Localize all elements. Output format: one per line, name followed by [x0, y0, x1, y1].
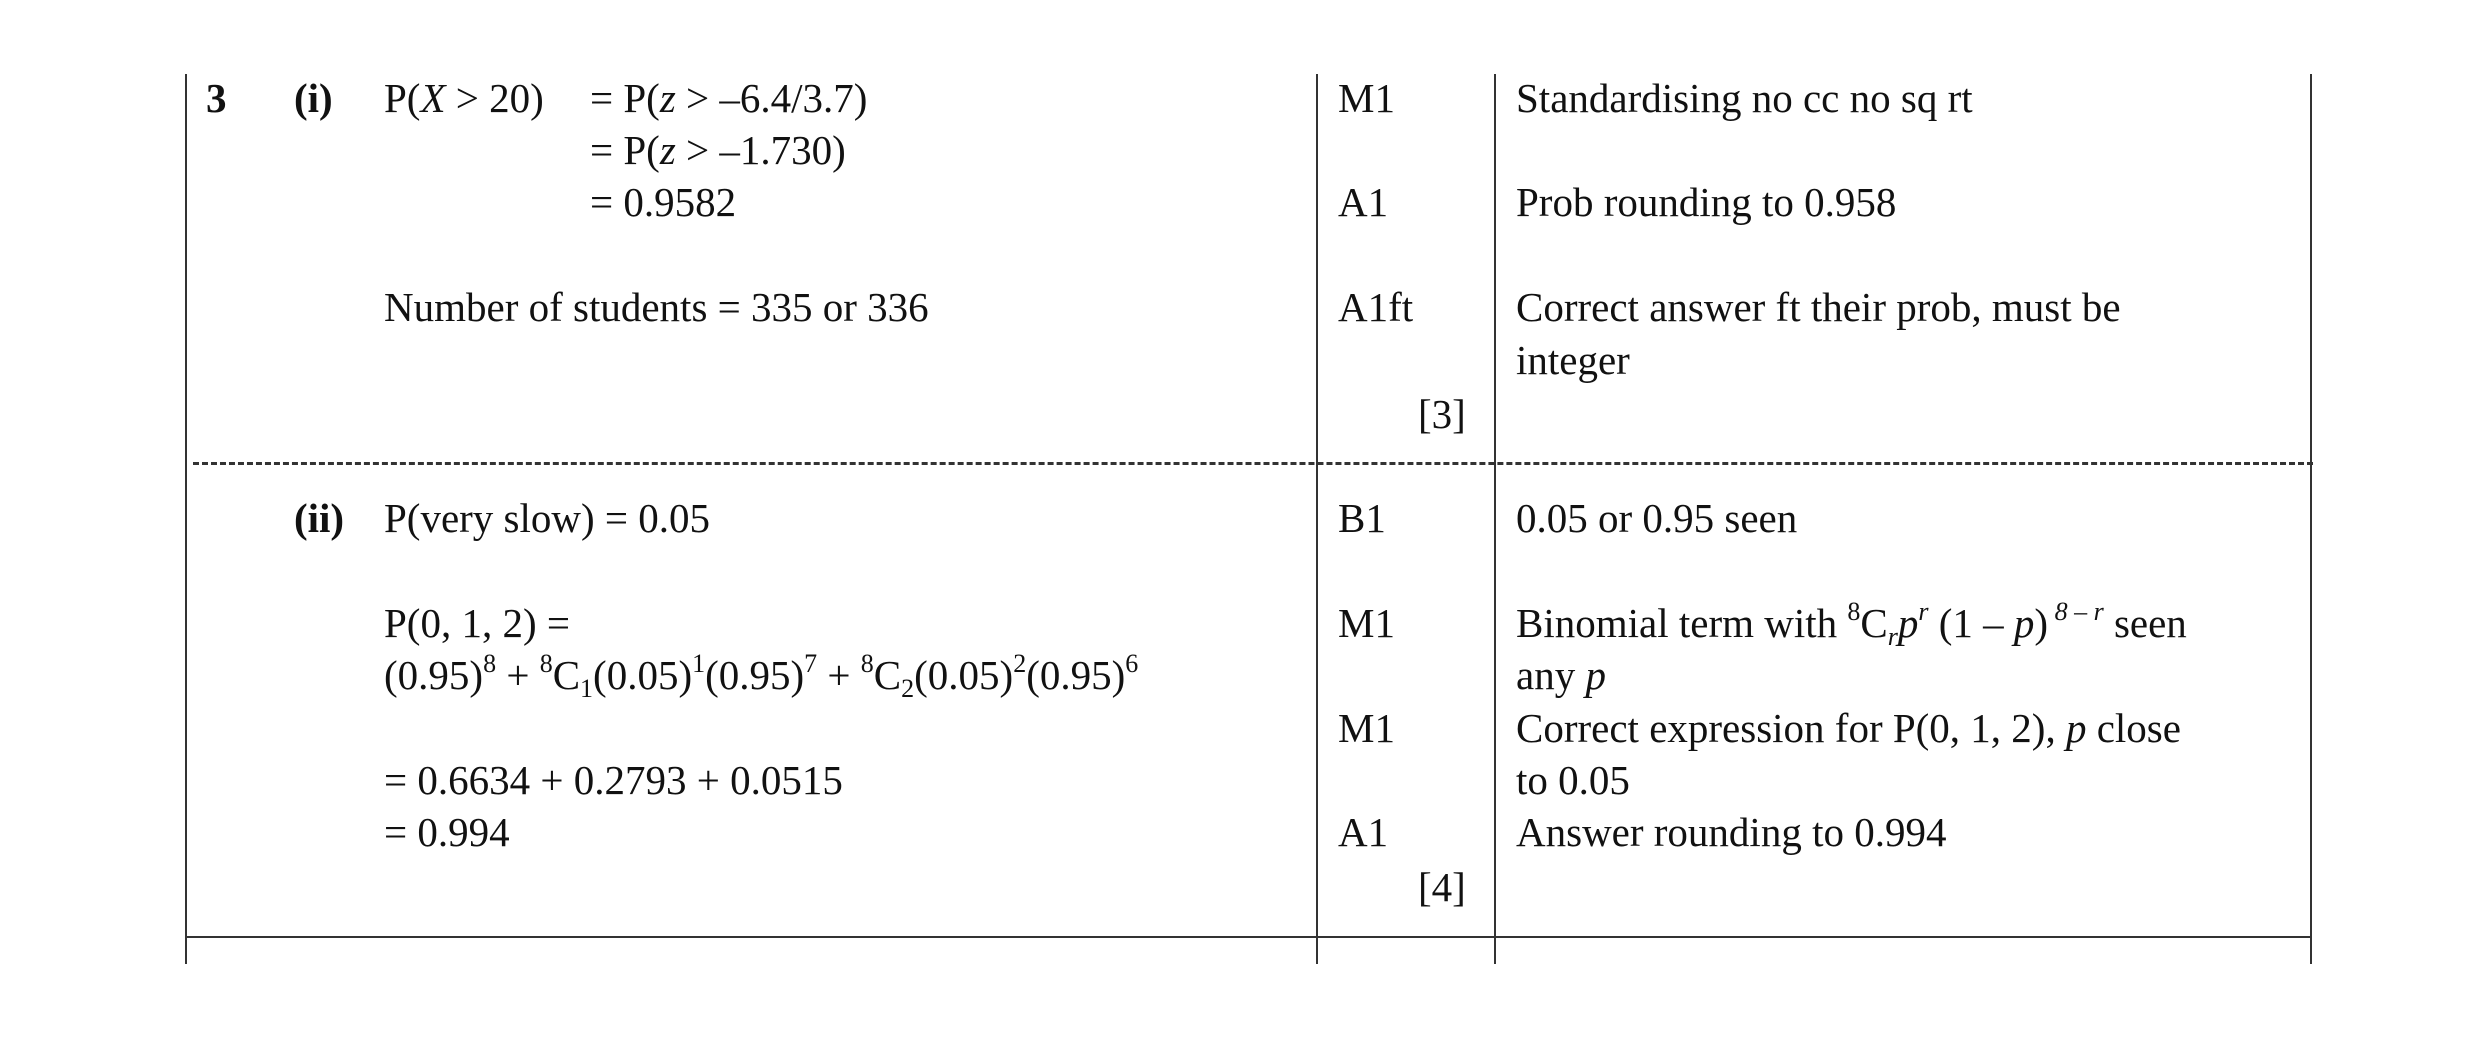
comment-text: close: [2086, 705, 2181, 751]
line1-suffix: > –6.4/3.7): [675, 75, 868, 121]
comment-exponent: r: [1918, 597, 1929, 626]
part-ii-comment-5: to 0.05: [1516, 757, 1630, 803]
line2-prefix: = P(: [590, 127, 660, 173]
expr-plus: +: [817, 652, 861, 698]
comment-variable: p: [1585, 652, 1606, 698]
comment-column-divider: [1494, 74, 1496, 964]
part-i-comment-1: Standardising no cc no sq rt: [1516, 75, 1973, 121]
expr-base: (0.05): [914, 652, 1014, 698]
part-ii-comment-1: 0.05 or 0.95 seen: [1516, 495, 1798, 541]
lhs-prefix: P(: [384, 75, 421, 121]
part-ii-comment-4: [1516, 703, 2181, 753]
line2-suffix: > –1.730): [675, 127, 846, 173]
comment-variable: p: [2013, 600, 2035, 646]
expr-subscript: 1: [580, 674, 594, 703]
expr-plus: +: [496, 652, 540, 698]
comment-exponent: 8 – r: [2048, 597, 2104, 626]
part-ii-mark-4: A1: [1338, 809, 1389, 855]
part-divider: [193, 462, 2313, 465]
comment-superscript: 8: [1847, 597, 1861, 626]
part-i-working-line-2: [590, 125, 846, 175]
part-i-mark-1: M1: [1338, 75, 1395, 121]
part-ii-comment-2: [1516, 597, 2187, 651]
part-i-working-line-3: = 0.9582: [590, 179, 737, 225]
part-i-mark-2: A1: [1338, 179, 1389, 225]
comment-text: any: [1516, 652, 1586, 698]
comment-text: Correct expression for P(0, 1, 2),: [1516, 705, 2066, 751]
part-i-mark-3: A1ft: [1338, 284, 1414, 330]
comment-text: (1 –: [1928, 600, 2014, 646]
part-ii-mark-1: B1: [1338, 495, 1386, 541]
part-ii-total: [4]: [1418, 864, 1466, 910]
part-ii-working-line-1: P(very slow) = 0.05: [384, 495, 711, 541]
question-number: 3: [206, 75, 227, 121]
expr-combination: C: [873, 652, 902, 698]
part-ii-comment-3: [1516, 650, 1606, 700]
comment-variable: p: [1897, 600, 1919, 646]
expr-exponent: 7: [804, 649, 818, 678]
part-i-comment-2: Prob rounding to 0.958: [1516, 179, 1897, 225]
part-ii-comment-6: Answer rounding to 0.994: [1516, 809, 1947, 855]
lhs-suffix: > 20): [445, 75, 544, 121]
part-i-label: (i): [294, 75, 333, 121]
part-ii-working-line-5: = 0.994: [384, 809, 510, 855]
expr-subscript: 2: [901, 674, 915, 703]
question-bottom-border: [185, 936, 2311, 938]
comment-variable: p: [2065, 705, 2087, 751]
part-ii-working-line-2: P(0, 1, 2) =: [384, 600, 570, 646]
right-border: [2310, 74, 2312, 964]
expr-exponent: 8: [483, 649, 497, 678]
expr-exponent: 1: [692, 649, 706, 678]
left-border: [185, 74, 187, 964]
part-i-comment-4: integer: [1516, 337, 1630, 383]
part-ii-label: (ii): [294, 495, 345, 541]
expr-superscript: 8: [539, 649, 553, 678]
expr-base: (0.05): [593, 652, 693, 698]
line1-prefix: = P(: [590, 75, 660, 121]
part-i-working-line-4: Number of students = 335 or 336: [384, 284, 929, 330]
expr-base: (0.95): [1026, 652, 1126, 698]
line2-variable: z: [659, 127, 676, 173]
part-i-total: [3]: [1418, 391, 1466, 437]
part-ii-working-line-3: [384, 649, 1139, 703]
comment-text: ): [2034, 600, 2049, 646]
comment-subscript: r: [1887, 622, 1898, 651]
comment-text: Binomial term with: [1516, 600, 1848, 646]
part-i-working-line-1: [590, 73, 867, 123]
mark-column-divider: [1316, 74, 1318, 964]
expr-superscript: 8: [860, 649, 874, 678]
comment-combination: C: [1860, 600, 1888, 646]
line1-variable: z: [659, 75, 676, 121]
part-i-comment-3: Correct answer ft their prob, must be: [1516, 284, 2121, 330]
part-ii-mark-3: M1: [1338, 705, 1395, 751]
lhs-variable: X: [420, 75, 446, 121]
expr-exponent: 2: [1013, 649, 1027, 678]
expr-base: (0.95): [705, 652, 805, 698]
part-ii-working-line-4: = 0.6634 + 0.2793 + 0.0515: [384, 757, 843, 803]
expr-base: (0.95): [384, 652, 484, 698]
expr-combination: C: [552, 652, 581, 698]
expr-exponent: 6: [1125, 649, 1139, 678]
part-ii-mark-2: M1: [1338, 600, 1395, 646]
part-i-probability-statement: [384, 73, 544, 123]
comment-text: seen: [2103, 600, 2187, 646]
